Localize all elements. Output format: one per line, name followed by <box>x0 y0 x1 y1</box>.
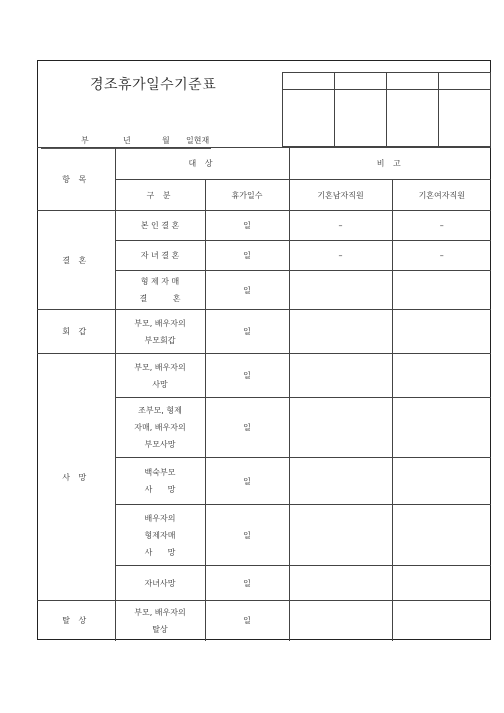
remark-male-cell <box>289 354 392 398</box>
category-cell <box>115 354 205 398</box>
category-line: 부모사망 <box>144 440 176 449</box>
remark-male-cell <box>289 271 392 310</box>
approval-sign-cell <box>387 90 439 147</box>
remark-male-cell: – <box>289 211 392 241</box>
remark-female-cell <box>392 271 491 310</box>
remark-male-cell <box>289 458 392 505</box>
category-line: 형 제 자 매 <box>140 277 180 286</box>
date-year-unit: 년 <box>123 136 131 145</box>
approval-sign-cell <box>283 90 335 147</box>
leave-days-cell: 일 <box>205 458 289 505</box>
group-sixtieth: 회 갑 <box>37 310 115 354</box>
category-line: 자매, 배우자의 <box>134 423 186 432</box>
category-line: 형제자매 <box>144 530 176 540</box>
date-year-label: 부 <box>81 136 89 145</box>
date-day-as-of: 일현재 <box>186 136 210 145</box>
header-leave-days: 휴가일수 <box>205 180 289 211</box>
header-category: 구 분 <box>115 180 205 211</box>
leave-days-cell: 일 <box>205 566 289 601</box>
category-line: 본 인 결 혼 <box>140 221 180 230</box>
approval-header-cell <box>439 73 491 90</box>
remark-female-cell <box>392 310 491 354</box>
approval-sign-cell <box>439 90 491 147</box>
approval-header-cell <box>283 73 335 90</box>
category-line: 부모, 배우자의 <box>134 362 186 372</box>
leave-days-cell: 일 <box>205 505 289 566</box>
group-death: 사 망 <box>37 354 115 601</box>
approval-header-cell <box>335 73 387 90</box>
remark-male-cell <box>289 505 392 566</box>
category-cell <box>115 505 205 566</box>
remark-male-cell <box>289 398 392 458</box>
remark-female-cell <box>392 566 491 601</box>
category-line: 탈상 <box>152 624 168 634</box>
category-line: 백숙부모 <box>144 468 176 477</box>
category-line: 부모회갑 <box>144 335 176 345</box>
remark-female-cell: – <box>392 211 491 241</box>
category-line: 결 혼 <box>139 294 181 303</box>
remark-female-cell <box>392 601 491 641</box>
remark-male-cell <box>289 601 392 641</box>
category-cell <box>115 211 205 241</box>
remark-female-cell <box>392 354 491 398</box>
leave-days-cell: 일 <box>205 601 289 641</box>
category-cell <box>115 398 205 458</box>
leave-days-cell: 일 <box>205 241 289 271</box>
category-line: 부모, 배우자의 <box>134 318 186 328</box>
header-married-male: 기혼남자직원 <box>289 180 392 211</box>
remark-male-cell <box>289 310 392 354</box>
category-cell <box>115 601 205 641</box>
header-married-female: 기혼여자직원 <box>392 180 491 211</box>
category-line: 사망 <box>152 379 168 389</box>
remark-female-cell <box>392 458 491 505</box>
leave-days-cell: 일 <box>205 354 289 398</box>
category-line: 배우자의 <box>144 513 176 523</box>
leave-days-cell: 일 <box>205 211 289 241</box>
category-line: 부모, 배우자의 <box>134 607 186 617</box>
category-cell <box>115 458 205 505</box>
leave-days-cell: 일 <box>205 398 289 458</box>
approval-header-cell <box>387 73 439 90</box>
header-target: 대 상 <box>115 148 289 180</box>
approval-stamp-box <box>282 72 491 147</box>
header-remarks: 비 고 <box>289 148 491 180</box>
remark-male-cell <box>289 566 392 601</box>
category-cell <box>115 271 205 310</box>
remark-female-cell: – <box>392 241 491 271</box>
category-line: 사 망 <box>144 547 176 557</box>
group-mourning: 탈 상 <box>37 601 115 641</box>
remark-female-cell <box>392 398 491 458</box>
category-line: 자 녀 결 혼 <box>140 251 180 260</box>
date-month-unit: 월 <box>162 136 170 145</box>
leave-days-cell: 일 <box>205 310 289 354</box>
category-cell <box>115 566 205 601</box>
group-marriage: 결 혼 <box>37 211 115 310</box>
approval-sign-cell <box>335 90 387 147</box>
category-line: 사 망 <box>144 485 176 494</box>
leave-days-cell: 일 <box>205 271 289 310</box>
category-line: 조부모, 형제 <box>138 406 182 415</box>
category-cell <box>115 310 205 354</box>
category-cell <box>115 241 205 271</box>
remark-female-cell <box>392 505 491 566</box>
leave-standard-table <box>37 147 491 641</box>
category-line: 자녀사망 <box>144 578 176 588</box>
remark-male-cell: – <box>289 241 392 271</box>
header-item: 항 목 <box>37 148 115 211</box>
document-title: 경조휴가일수기준표 <box>90 77 217 93</box>
